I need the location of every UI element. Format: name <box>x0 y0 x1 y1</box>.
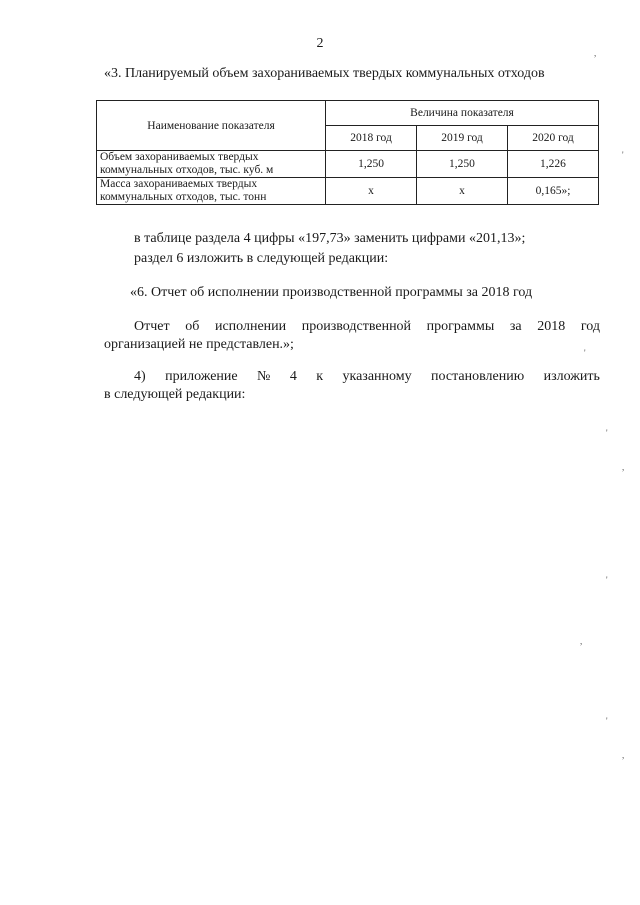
report-word: 2018 <box>537 319 566 334</box>
report-word: исполнении <box>214 319 287 334</box>
header-indicator-name: Наименование показателя <box>97 101 326 151</box>
row-name-line: коммунальных отходов, тыс. куб. м <box>100 164 274 176</box>
scan-speck: ' <box>606 428 608 438</box>
indicator-table <box>96 100 599 205</box>
report-word: Отчет <box>134 319 170 334</box>
scan-speck: ' <box>606 575 608 585</box>
row-name-line: Масса захораниваемых твердых <box>100 178 258 190</box>
item-4-word: указанному <box>342 369 412 384</box>
header-year-2020: 2020 год <box>507 126 598 151</box>
report-word: за <box>509 319 522 334</box>
report-word: год <box>580 319 600 334</box>
row-value: х <box>417 178 508 205</box>
row-value: х <box>326 178 417 205</box>
scan-speck: , <box>594 48 597 58</box>
scan-speck: , <box>622 462 625 472</box>
row-value: 0,165»; <box>507 178 598 205</box>
scan-speck: , <box>580 636 583 646</box>
item-4-word: к <box>316 369 324 384</box>
row-name-line: коммунальных отходов, тыс. тонн <box>100 191 267 203</box>
paragraph-section-6: раздел 6 изложить в следующей редакции: <box>134 251 389 266</box>
row-value: 1,226 <box>507 151 598 178</box>
item-4-word: 4) <box>134 369 146 384</box>
item-4-word: приложение <box>165 369 238 384</box>
header-indicator-value: Величина показателя <box>326 101 599 126</box>
report-word: программы <box>426 319 495 334</box>
item-4-word: 4 <box>289 369 297 384</box>
item-4-line-2: в следующей редакции: <box>104 387 246 402</box>
scan-speck: , <box>622 750 625 760</box>
row-name <box>97 151 326 178</box>
header-year-2018: 2018 год <box>326 126 417 151</box>
section-3-heading: «3. Планируемый объем захораниваемых твердых коммунальных отходов <box>104 66 545 81</box>
item-4-word: постановлению <box>431 369 525 384</box>
scan-speck: ' <box>622 150 624 160</box>
item-4-line-1 <box>134 369 600 385</box>
table-row <box>97 178 599 205</box>
row-value: 1,250 <box>417 151 508 178</box>
paragraph-table-4: в таблице раздела 4 цифры «197,73» заменить цифрами «201,13»; <box>134 231 526 246</box>
item-4-word: № <box>257 369 271 384</box>
section-6-heading: «6. Отчет об исполнении производственной программы за 2018 год <box>130 285 533 300</box>
report-line-2: организацией не представлен.»; <box>104 337 294 352</box>
page-number: 2 <box>316 36 324 51</box>
scan-speck: ' <box>606 716 608 726</box>
report-word: производственной <box>301 319 412 334</box>
table-row <box>97 151 599 178</box>
row-name-line: Объем захораниваемых твердых <box>100 151 259 163</box>
scan-speck: ' <box>584 348 586 358</box>
row-name <box>97 178 326 205</box>
row-value: 1,250 <box>326 151 417 178</box>
item-4-word: изложить <box>543 369 600 384</box>
report-word: об <box>185 319 200 334</box>
header-year-2019: 2019 год <box>417 126 508 151</box>
report-line-1 <box>134 319 600 335</box>
